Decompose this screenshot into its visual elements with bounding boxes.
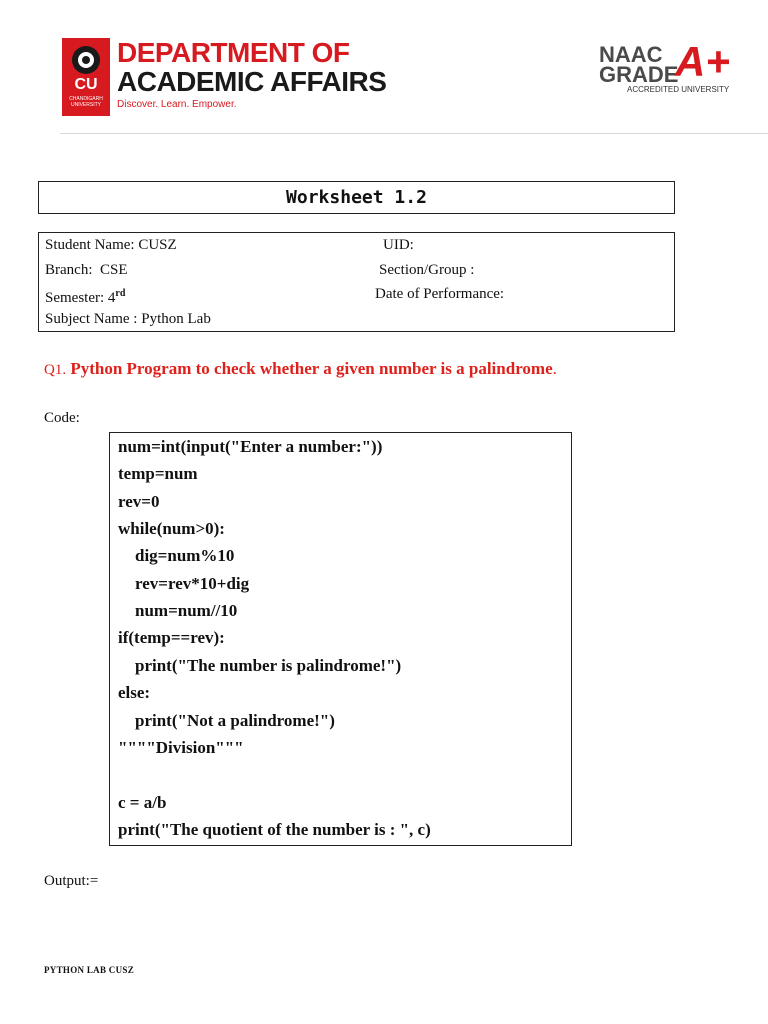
subject-label: Subject Name : (45, 311, 138, 327)
code-line: rev=rev*10+dig (118, 574, 250, 593)
question-text: Python Program to check whether a given number is a palindrome (70, 359, 553, 378)
question-number: Q1. (44, 362, 67, 378)
page-header (0, 0, 768, 134)
student-name-row (45, 236, 177, 254)
logo-initials: CU (74, 76, 98, 93)
code-line: while(num>0): (118, 519, 225, 538)
naac-grade-text: GRADE (599, 62, 679, 87)
department-title-line1: DEPARTMENT OF (117, 37, 350, 68)
page-footer: PYTHON LAB CUSZ (44, 965, 135, 975)
uid-label: UID: (383, 237, 414, 253)
tagline: Discover. Learn. Empower. (117, 99, 237, 110)
code-label: Code: (44, 410, 80, 426)
code-line: print("Not a palindrome!") (118, 711, 335, 730)
output-label: Output:= (44, 873, 99, 889)
worksheet-title: Worksheet 1.2 (38, 181, 675, 214)
student-info-box (38, 232, 675, 332)
code-line: num=num//10 (118, 601, 238, 620)
code-line: dig=num%10 (118, 546, 235, 565)
question-end: . (552, 359, 557, 378)
section-label: Section/Group : (379, 262, 475, 278)
university-emblem-icon (72, 46, 100, 74)
date-label: Date of Performance: (375, 286, 505, 302)
branch-label: Branch: (45, 262, 93, 278)
code-line: rev=0 (118, 492, 160, 511)
subject-value: Python Lab (141, 311, 211, 327)
code-block (109, 432, 572, 846)
semester-label: Semester: (45, 290, 105, 306)
header-divider (60, 133, 768, 134)
semester-suffix: rd (115, 288, 126, 299)
department-title-line2: ACADEMIC AFFAIRS (117, 66, 387, 97)
student-name-value: CUSZ (138, 237, 177, 253)
student-name-label: Student Name: (45, 237, 135, 253)
logo-university-name: CHANDIGARH UNIVERSITY (69, 96, 103, 108)
code-line: temp=num (118, 464, 198, 483)
naac-accredited-text: ACCREDITED UNIVERSITY (627, 85, 730, 94)
subject-row (45, 310, 211, 328)
semester-row (45, 285, 125, 307)
code-line: print("The quotient of the number is : ", c) (118, 820, 431, 839)
code-line: if(temp==rev): (118, 628, 225, 647)
naac-rank: A+ (675, 38, 730, 85)
question (44, 358, 557, 381)
code-line: num=int(input("Enter a number:")) (118, 437, 383, 456)
branch-row (45, 261, 128, 279)
branch-value: CSE (99, 262, 128, 278)
code-line: c = a/b (118, 793, 167, 812)
code-line: """"Division""" (118, 738, 244, 757)
university-logo (62, 38, 110, 116)
code-line: else: (118, 683, 151, 702)
code-line: print("The number is palindrome!") (118, 656, 402, 675)
naac-text: NAAC (599, 42, 663, 67)
semester-value: 4 (107, 290, 116, 306)
